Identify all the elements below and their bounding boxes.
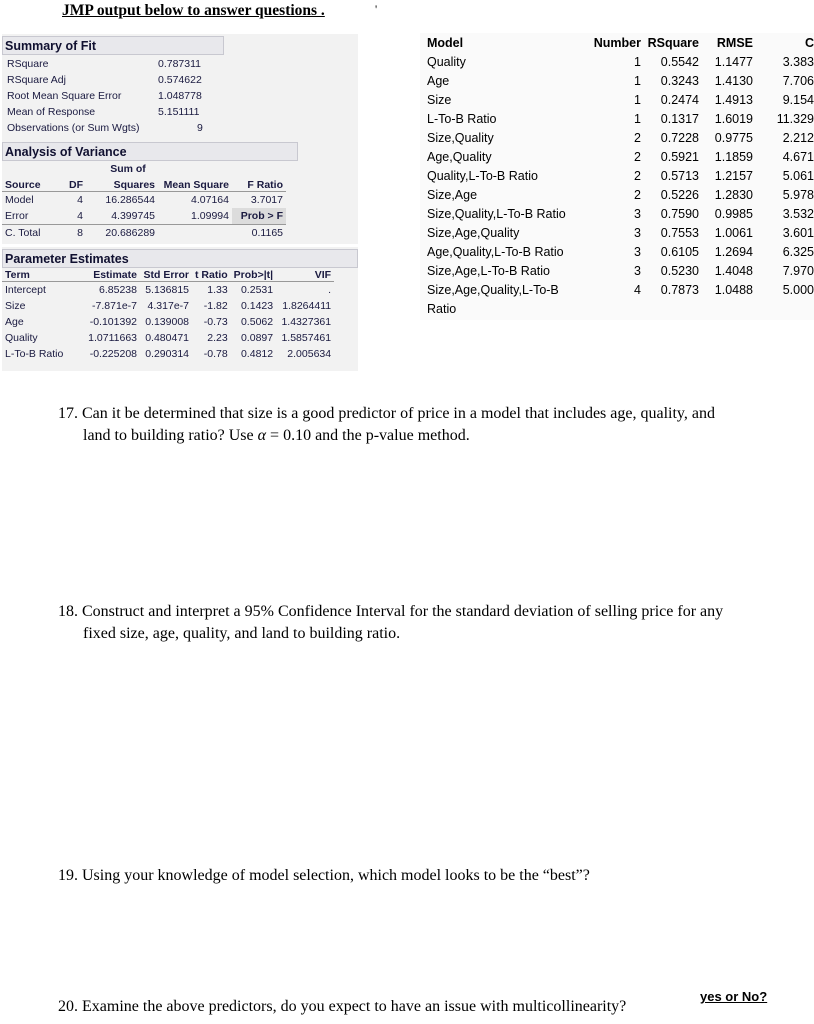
anova-title: Analysis of Variance xyxy=(2,142,298,161)
header-title: JMP output below to answer questions . xyxy=(62,2,325,19)
cell-rsquare: 0.3243 xyxy=(660,74,699,88)
cell-number: 4 xyxy=(634,283,641,297)
summary-of-fit-title: Summary of Fit xyxy=(2,36,224,55)
cell-number: 2 xyxy=(634,150,641,164)
parameter-estimates-title: Parameter Estimates xyxy=(2,249,358,268)
cell-model: Size,Age xyxy=(427,188,478,202)
cell-rsquare: 0.6105 xyxy=(660,245,699,259)
cell-cp: 4.671 xyxy=(782,150,814,164)
cell-rmse: 1.6019 xyxy=(714,112,753,126)
cell-rmse: 1.2157 xyxy=(714,169,753,183)
cell-number: 1 xyxy=(634,93,641,107)
cell-rsquare: 0.7228 xyxy=(660,131,699,145)
table-row: Model 4 16.286544 4.07164 3.7017 xyxy=(5,194,283,206)
cell-number: 2 xyxy=(634,188,641,202)
cell-rmse: 0.9985 xyxy=(714,207,753,221)
cell-rsquare: 0.1317 xyxy=(660,112,699,126)
question-18: 18. Construct and interpret a 95% Confidence Interval for the standard deviation of selling price for any fixed size, age, quality, and land to building ratio. xyxy=(58,603,724,642)
prob-f-label: Prob > F xyxy=(232,208,286,225)
cell-rsquare: 0.5226 xyxy=(660,188,699,202)
cell-rsquare: 0.7873 xyxy=(660,283,699,297)
cell-model: L-To-B Ratio xyxy=(427,112,497,126)
cell-model: Size,Age,Quality xyxy=(427,226,520,240)
cell-number: 3 xyxy=(634,226,641,240)
cell-number: 3 xyxy=(634,245,641,259)
anova-header: DF xyxy=(60,179,86,192)
cell-rsquare: 0.5921 xyxy=(660,150,699,164)
anova-header: Mean Square xyxy=(158,179,232,192)
table-row: C. Total 8 20.686289 0.1165 xyxy=(2,225,286,242)
sfit-label: RSquare Adj xyxy=(7,74,66,86)
table-row xyxy=(427,129,814,148)
table-row: Intercept 6.85238 5.136815 1.33 0.2531 . xyxy=(5,284,332,296)
cell-number: 3 xyxy=(634,264,641,278)
parameter-estimates-table: Term Estimate Std Error t Ratio Prob>|t| VIF Intercept 6.85238 5.136815 1.33 0.2531 . Size -7.871e-7 4.317e-7 -1.82 0.1423 1.8264411 Age -0.101392 0.139008 -0.73 0.5062 1.4327361 Quality 1.0711663 0.480471 2.23 0.0897 1.5857461 L-To-B Ratio -0.225208 0.290314 -0.78 0.4812 2.005634 xyxy=(2,269,334,362)
cell-cp: 3.532 xyxy=(782,207,814,221)
cell-model: Size,Quality xyxy=(427,131,494,145)
sfit-value: 9 xyxy=(197,122,203,134)
sfit-label: RSquare xyxy=(7,58,49,70)
cell-number: 1 xyxy=(634,74,641,88)
cell-cp: 6.325 xyxy=(782,245,814,259)
anova-table xyxy=(2,179,286,241)
cell-number: 2 xyxy=(634,169,641,183)
table-header-row: Model Number RSquare RMSE C xyxy=(427,36,814,50)
cell-cp: 9.154 xyxy=(782,93,814,107)
cell-rmse: 1.4048 xyxy=(714,264,753,278)
worksheet-header xyxy=(62,2,325,20)
cell-rsquare: 0.5542 xyxy=(660,55,699,69)
anova-header: Source xyxy=(2,179,60,192)
cell-model: Size,Age,Quality,L-To-B xyxy=(427,283,559,297)
cell-rmse: 1.1859 xyxy=(714,150,753,164)
cell-rmse: 1.1477 xyxy=(714,55,753,69)
anova-header: F Ratio xyxy=(232,179,286,192)
cell-cp: 2.212 xyxy=(782,131,814,145)
model-selection-table xyxy=(427,34,814,319)
sfit-value: 1.048778 xyxy=(158,90,202,102)
question-20: 20. Examine the above predictors, do you expect to have an issue with multicollinearity? xyxy=(58,998,627,1015)
sfit-value: 5.151111 xyxy=(158,106,200,118)
cell-rmse: 1.2694 xyxy=(714,245,753,259)
cell-cp: 7.970 xyxy=(782,264,814,278)
cell-rmse: 1.0061 xyxy=(714,226,753,240)
cell-model: Size,Quality,L-To-B Ratio xyxy=(427,207,566,221)
cell-rmse: 1.0488 xyxy=(714,283,753,297)
cell-number: 1 xyxy=(634,55,641,69)
table-row xyxy=(427,262,814,281)
cell-rsquare: 0.7590 xyxy=(660,207,699,221)
table-row xyxy=(427,243,814,262)
cell-model: Age,Quality,L-To-B Ratio xyxy=(427,245,564,259)
cell-model: Size xyxy=(427,93,452,107)
table-row-continuation: Ratio xyxy=(427,302,457,316)
table-row: Quality 1.0711663 0.480471 2.23 0.0897 1.5857461 xyxy=(5,332,332,344)
anova-header: Squares xyxy=(86,179,158,192)
table-row xyxy=(427,148,814,167)
cell-number: 1 xyxy=(634,112,641,126)
cell-cp: 7.706 xyxy=(782,74,814,88)
table-row xyxy=(427,205,814,224)
cell-rsquare: 0.5713 xyxy=(660,169,699,183)
cell-rmse: 0.9775 xyxy=(714,131,753,145)
cell-rmse: 1.4913 xyxy=(714,93,753,107)
cell-cp: 3.601 xyxy=(782,226,814,240)
table-row xyxy=(427,224,814,243)
sfit-label: Mean of Response xyxy=(7,106,96,118)
cell-number: 3 xyxy=(634,207,641,221)
cell-rmse: 1.2830 xyxy=(714,188,753,202)
sfit-label: Observations (or Sum Wgts) xyxy=(7,122,140,134)
cell-cp: 5.978 xyxy=(782,188,814,202)
table-row: L-To-B Ratio -0.225208 0.290314 -0.78 0.4812 2.005634 xyxy=(5,348,332,360)
alpha-symbol: α xyxy=(257,427,267,444)
question-19: 19. Using your knowledge of model selection, which model looks to be the “best”? xyxy=(58,867,590,884)
cell-model: Quality xyxy=(427,55,466,69)
table-row xyxy=(427,186,814,205)
cell-model: Age,Quality xyxy=(427,150,492,164)
question-17: 17. Can it be determined that size is a good predictor of price in a model that includes age, quality, and land to building ratio? Use α = 0.10 and the p-value method. xyxy=(58,405,715,444)
anova-header-ss-top: Sum of xyxy=(110,163,146,175)
cell-cp: 3.383 xyxy=(782,55,814,69)
jmp-report-panel xyxy=(2,34,358,371)
table-row xyxy=(427,281,814,300)
cell-rsquare: 0.2474 xyxy=(660,93,699,107)
cell-cp: 5.061 xyxy=(782,169,814,183)
sfit-value: 0.787311 xyxy=(158,58,202,70)
cell-number: 2 xyxy=(634,131,641,145)
cell-model: Quality,L-To-B Ratio xyxy=(427,169,538,183)
table-row xyxy=(427,91,814,110)
cell-rsquare: 0.7553 xyxy=(660,226,699,240)
table-row xyxy=(427,110,814,129)
sfit-value: 0.574622 xyxy=(158,74,202,86)
cell-model: Age xyxy=(427,74,450,88)
stray-mark: ' xyxy=(375,2,378,16)
sfit-label: Root Mean Square Error xyxy=(7,90,122,102)
table-row xyxy=(427,53,814,72)
cell-cp: 11.329 xyxy=(776,112,814,126)
cell-model: Size,Age,L-To-B Ratio xyxy=(427,264,550,278)
cell-rsquare: 0.5230 xyxy=(660,264,699,278)
cell-cp: 5.000 xyxy=(782,283,814,297)
table-row xyxy=(427,167,814,186)
cell-rmse: 1.4130 xyxy=(714,74,753,88)
table-row: Age -0.101392 0.139008 -0.73 0.5062 1.4327361 xyxy=(5,316,332,328)
table-row: Error 4 4.399745 1.09994 Prob > F xyxy=(2,208,286,225)
table-row: Size -7.871e-7 4.317e-7 -1.82 0.1423 1.8264411 xyxy=(5,300,332,312)
yes-no-hint: yes or No? xyxy=(700,989,768,1004)
table-row xyxy=(427,72,814,91)
